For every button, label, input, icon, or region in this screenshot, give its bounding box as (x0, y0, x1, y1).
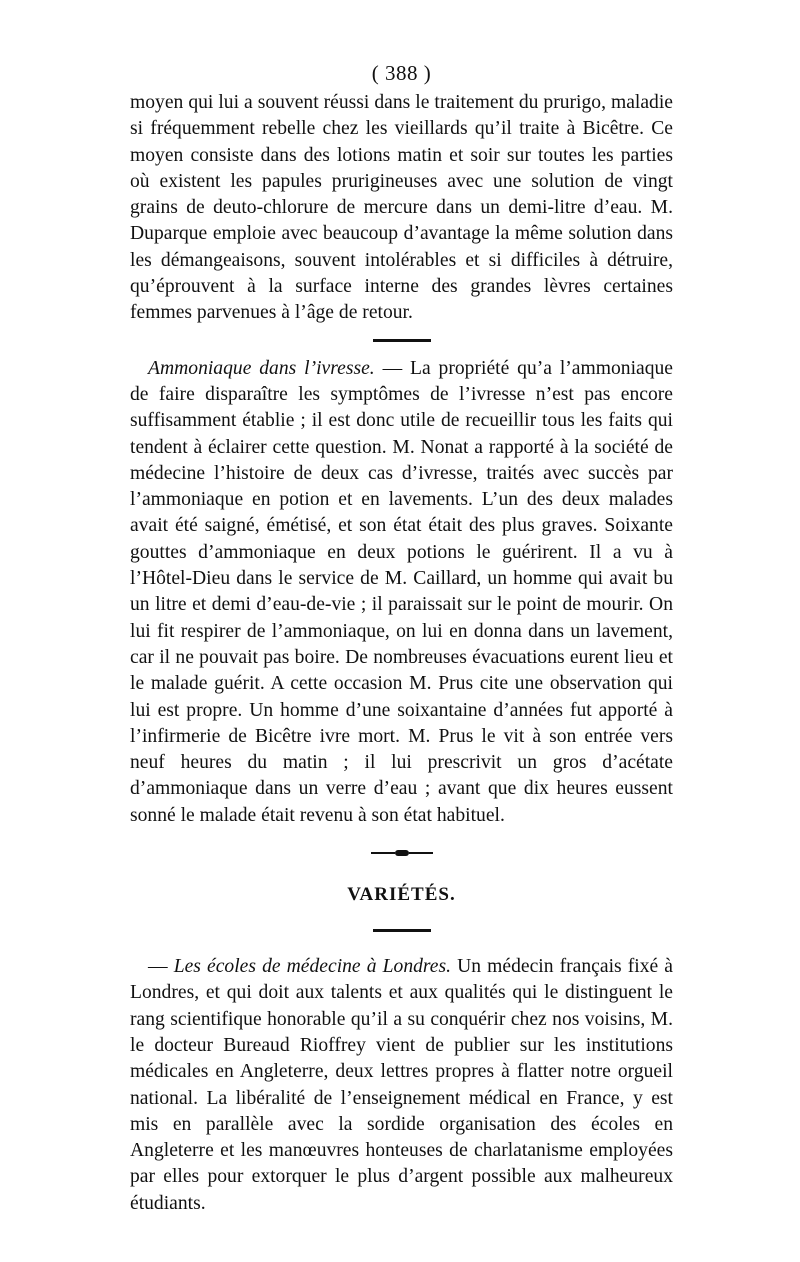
ecoles-title: Les écoles de médecine à Londres. (173, 956, 452, 978)
ecoles-dash: — (148, 956, 174, 978)
section-heading-varietes: VARIÉTÉS. (347, 884, 456, 906)
paragraph-ecoles (130, 954, 673, 1217)
page (130, 58, 673, 1217)
ornament-divider (371, 849, 433, 857)
paragraph-prurigo: moyen qui lui a souvent réussi dans le traitement du prurigo, maladie si fréquemment rebelle chez les vieillards qu’il traite à Bicêtre. Ce moyen consiste dans des lotions matin et soir sur toutes les parties où existent les papules prurigineuses avec une solution de vingt grains de deuto-chlorure de mercure dans un demi-litre d’eau. M. Duparque emploie avec beaucoup d’avantage la même solution dans les démangeaisons, souvent intolérables et si difficiles à détruire, qu’éprouvent à la surface interne des grandes lèvres certaines femmes parvenues à l’âge de retour. (130, 92, 673, 324)
paragraph-ammoniaque (130, 356, 673, 829)
section-rule (373, 339, 431, 342)
heading-rule (373, 929, 431, 932)
ammoniaque-body: — La propriété qu’a l’ammoniaque de faire disparaître les symptômes de l’ivresse n’est pas encore suffisamment établie ; il est donc utile de recueillir tous les faits qui tendent à éclairer cette question. M. Nonat a rapporté à la société de médecine l’histoire de deux cas d’ivresse, traités avec succès par l’ammoniaque en potion et en lavements. L’un des deux malades avait été saigné, émétisé, et son état était des plus graves. Soixante gouttes d’ammoniaque en deux potions le guérirent. Il a vu à l’Hôtel-Dieu dans le service de M. Caillard, un homme qui avait bu un litre et demi d’eau-de-vie ; il paraissait sur le point de mourir. On lui fit respirer de l’ammoniaque, on lui en donna dans un lavement, car il ne pouvait pas boire. De nombreuses évacuations eurent lieu et le malade guérit. A cette occasion M. Prus cite une observation qui lui est propre. Un homme d’une soixantaine d’années fut apporté à l’infirmerie de Bicêtre ivre mort. M. Prus le vit à son entrée vers neuf heures du matin ; il lui prescrivit un gros d’acétate d’ammoniaque dans un verre d’eau ; avant que dix heures eussent sonné le malade était revenu à son état habituel. (130, 357, 673, 826)
page-number: ( 388 ) (371, 61, 432, 85)
ammoniaque-title: Ammoniaque dans l’ivresse. (148, 357, 375, 379)
ecoles-body: Un médecin français fixé à Londres, et qui doit aux talents et aux qualités qui le distinguent le rang scientifique honorable qu’il a su conquérir chez nos voisins, M. le docteur Bureaud Rioffrey vient de publier sur les institutions médicales en Angleterre, deux lettres propres à flatter notre orgueil national. La libéralité de l’enseignement médical en France, y est mis en parallèle avec la sordide organisation des écoles en Angleterre et les manœuvres honteuses de charlatanisme employées par elles pour extorquer le plus d’argent possible aux malheureux étudiants. (130, 956, 673, 1214)
